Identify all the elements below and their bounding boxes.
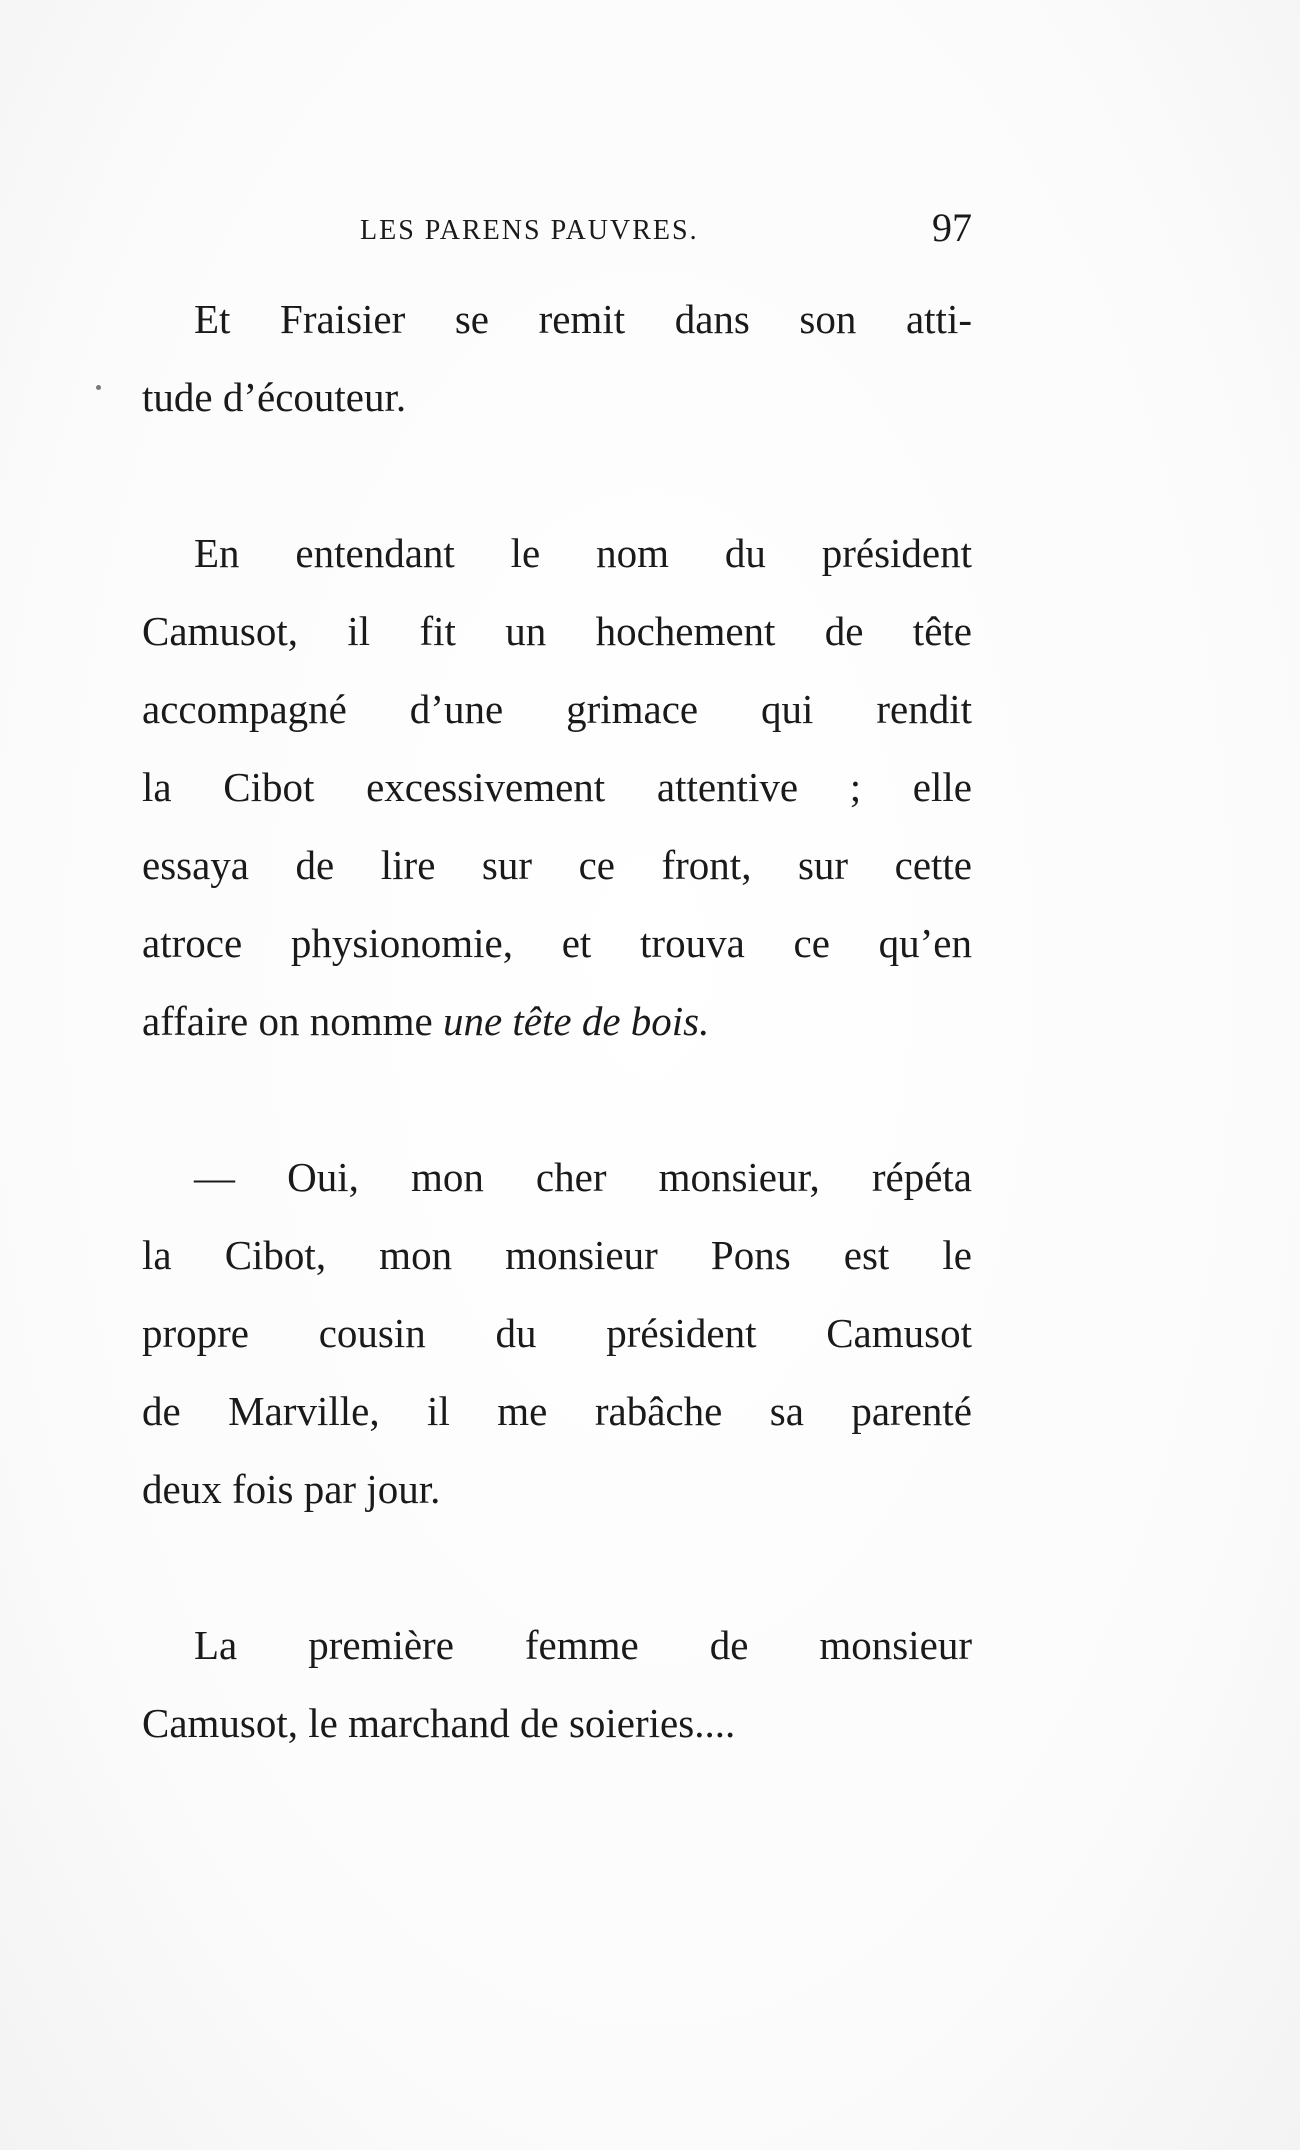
text-line: propre cousin du président Camusot — [142, 1310, 972, 1356]
text-line: Camusot, il fit un hochement de tête — [142, 608, 972, 654]
text-line: deux fois par jour. — [142, 1466, 441, 1512]
italic-phrase: une tête de bois. — [442, 998, 710, 1044]
paragraph-3 — [142, 1138, 972, 1528]
text-span: affaire on nomme — [142, 998, 443, 1044]
text-line: accompagné d’une grimace qui rendit — [142, 686, 972, 732]
paragraph-gap — [142, 1060, 972, 1138]
text-line: de Marville, il me rabâche sa parenté — [142, 1388, 972, 1434]
paragraph-2 — [142, 514, 972, 1060]
print-speck — [96, 385, 101, 390]
text-line: essaya de lire sur ce front, sur cette — [142, 842, 972, 888]
text-line: En entendant le nom du président — [194, 530, 972, 576]
page-header — [142, 204, 972, 254]
text-line: la Cibot, mon monsieur Pons est le — [142, 1232, 972, 1278]
text-line: La première femme de monsieur — [194, 1622, 972, 1668]
body-text — [142, 280, 972, 1762]
page-number: 97 — [932, 205, 972, 250]
paragraph-gap — [142, 436, 972, 514]
text-line — [142, 982, 972, 1060]
text-line: Camusot, le marchand de soieries.... — [142, 1700, 736, 1746]
text-line: tude d’écouteur. — [142, 374, 407, 420]
paragraph-1 — [142, 280, 972, 436]
text-line: atroce physionomie, et trouva ce qu’en — [142, 920, 972, 966]
paragraph-gap — [142, 1528, 972, 1606]
running-title: LES PARENS PAUVRES. — [360, 215, 699, 246]
paragraph-4 — [142, 1606, 972, 1762]
text-line: — Oui, mon cher monsieur, répéta — [194, 1154, 972, 1200]
text-line: Et Fraisier se remit dans son atti- — [194, 296, 972, 342]
text-line: la Cibot excessivement attentive ; elle — [142, 764, 972, 810]
